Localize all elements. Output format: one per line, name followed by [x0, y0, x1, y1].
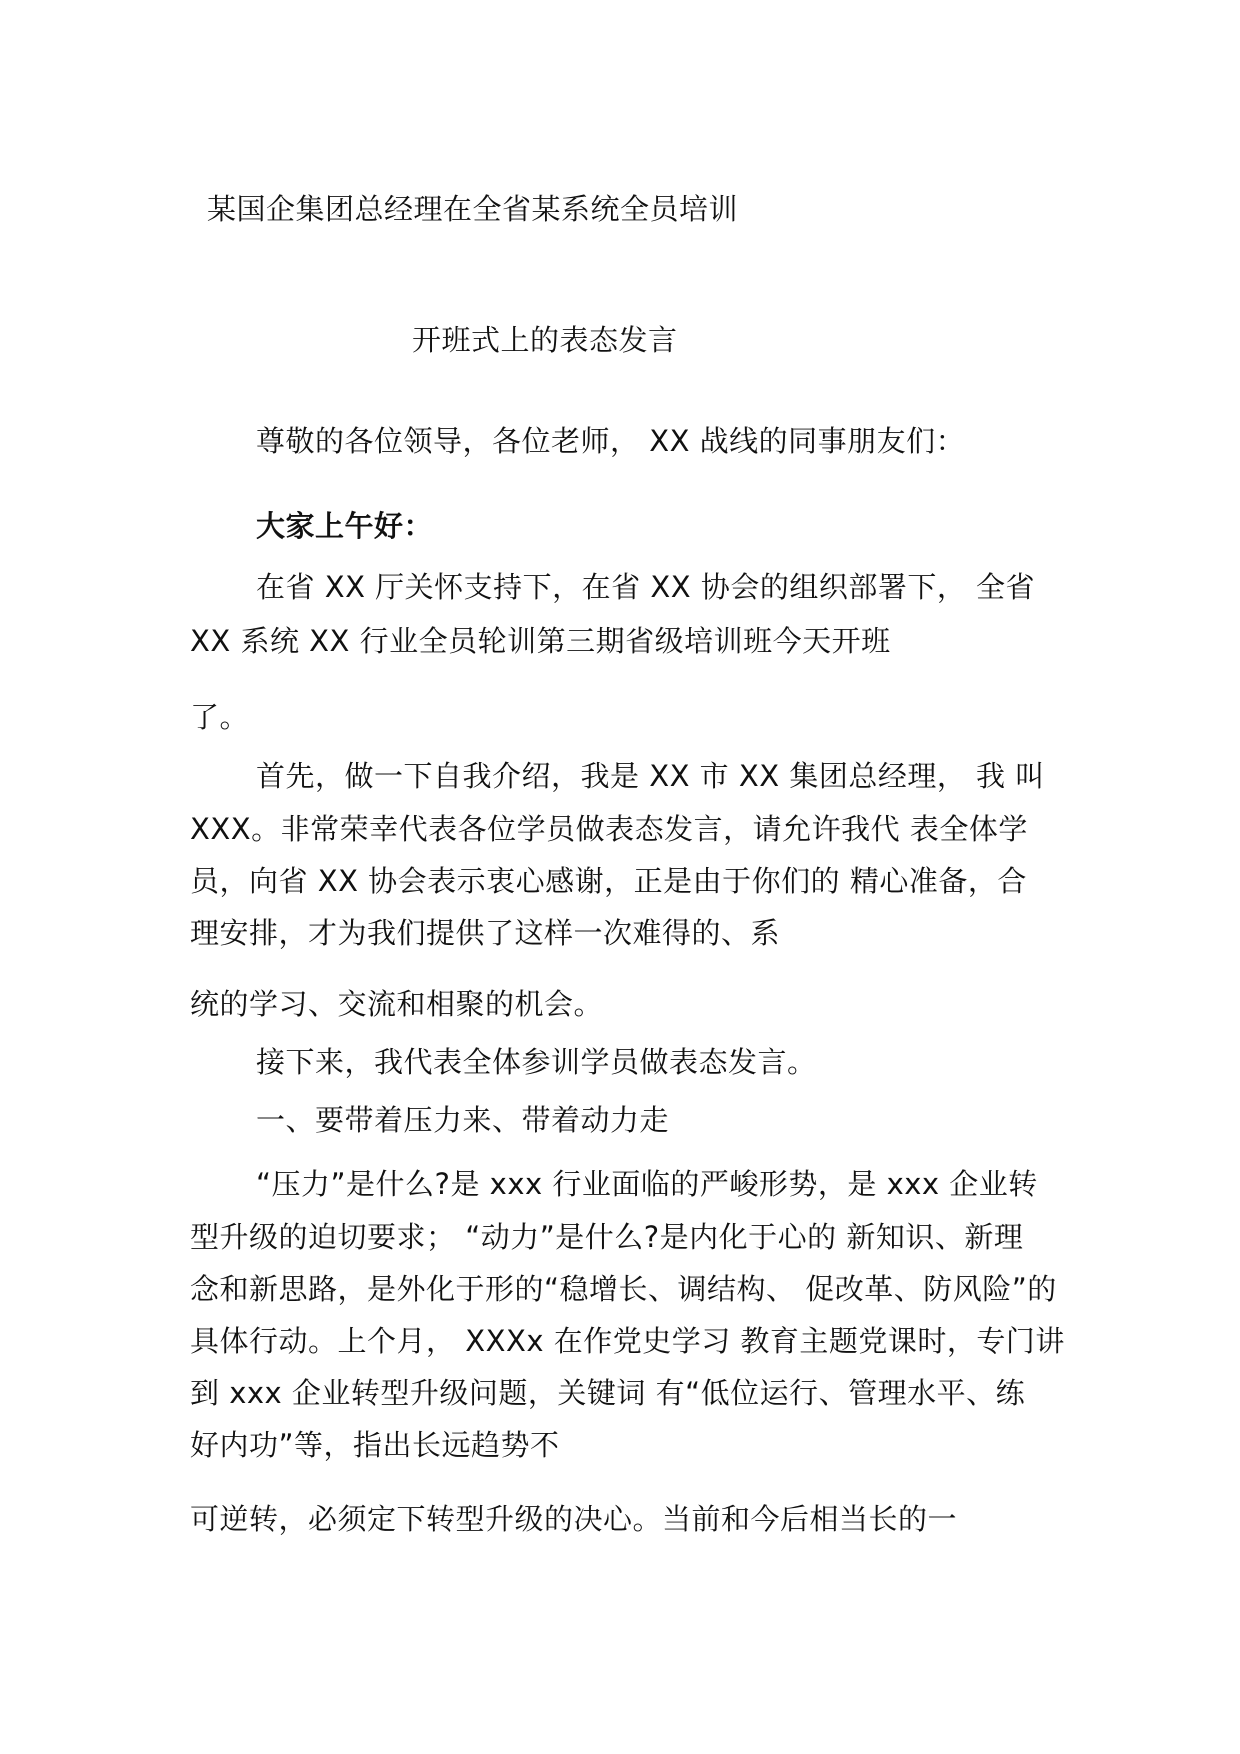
title-line-2: 开班式上的表态发言: [412, 323, 678, 357]
greeting: 大家上午好：: [256, 509, 434, 543]
paragraph-5-line-2: 型升级的迫切要求； “动力”是什么?是内化于心的 新知识、新理: [190, 1220, 1024, 1254]
paragraph-5-line-1: “压力”是什么?是 xxx 行业面临的严峻形势，是 xxx 企业转: [256, 1167, 1038, 1201]
paragraph-1-line-1: 在省 XX 厅关怀支持下，在省 XX 协会的组织部署下， 全省: [256, 570, 1036, 604]
paragraph-2-line-4: 理安排，才为我们提供了这样一次难得的、系: [190, 916, 781, 950]
paragraph-5-line-4: 具体行动。上个月， XXXx 在作党史学习 教育主题党课时，专门讲: [190, 1324, 1065, 1358]
title-line-1: 某国企集团总经理在全省某系统全员培训: [207, 192, 739, 226]
paragraph-5-line-3: 念和新思路，是外化于形的“稳增长、调结构、 促改革、防风险”的: [190, 1272, 1057, 1306]
salutation: 尊敬的各位领导，各位老师， XX 战线的同事朋友们：: [256, 424, 966, 458]
paragraph-2-line-1: 首先，做一下自我介绍，我是 XX 市 XX 集团总经理， 我 叫: [256, 759, 1045, 793]
paragraph-5-line-7: 可逆转，必须定下转型升级的决心。当前和今后相当长的一: [190, 1502, 958, 1536]
paragraph-1-line-3: 了。: [190, 700, 250, 734]
paragraph-3-line-1: 接下来，我代表全体参训学员做表态发言。: [256, 1045, 817, 1079]
paragraph-5-line-5: 到 xxx 企业转型升级问题，关键词 有“低位运行、管理水平、练: [190, 1376, 1026, 1410]
paragraph-1-line-2: XX 系统 XX 行业全员轮训第三期省级培训班今天开班: [190, 624, 891, 658]
section-heading-1: 一、要带着压力来、带着动力走: [256, 1103, 670, 1137]
paragraph-2-line-2: XXX。非常荣幸代表各位学员做表态发言，请允许我代 表全体学: [190, 812, 1028, 846]
paragraph-5-line-6: 好内功”等，指出长远趋势不: [190, 1428, 560, 1462]
paragraph-2-line-3: 员，向省 XX 协会表示衷心感谢，正是由于你们的 精心准备，合: [190, 864, 1027, 898]
paragraph-2-line-5: 统的学习、交流和相聚的机会。: [190, 987, 604, 1021]
